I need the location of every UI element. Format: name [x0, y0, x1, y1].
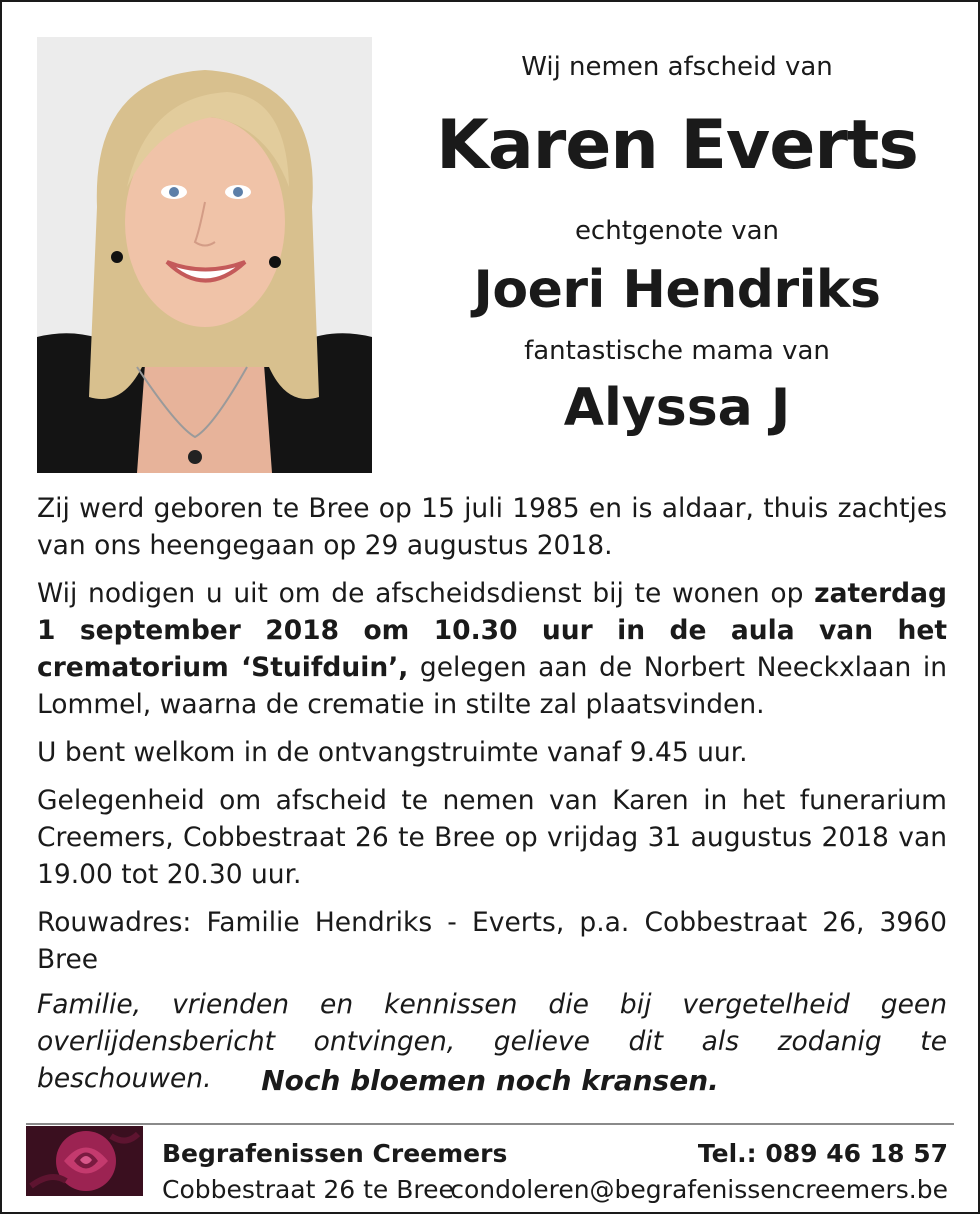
footer-right [450, 1136, 948, 1208]
spouse-name: Joeri Hendriks [473, 260, 881, 320]
rose-logo-image [26, 1126, 143, 1196]
child-name: Alyssa J [563, 378, 791, 438]
mourning-address: Rouwadres: Familie Hendriks - Everts, p.a. Cobbestraat 26, 3960 Bree [37, 907, 947, 975]
phone-number: Tel.: 089 46 18 57 [697, 1139, 948, 1168]
footer-divider [26, 1123, 954, 1125]
spouse-intro: echtgenote van [574, 216, 780, 246]
service-text-end: gelegen aan de Norbert Neeckxlaan in Lommel, waarna de crematie in stilte zal plaatsvinden. [37, 652, 947, 720]
visitation-paragraph: Gelegenheid om afscheid te nemen van Karen in het funerarium Creemers, Cobbestraat 26 te Bree op vrijdag 31 augustus 2018 van 19.00 tot 20.30 uur. [37, 785, 947, 890]
notice-header [402, 42, 952, 438]
intro-text: Wij nemen afscheid van [521, 52, 833, 82]
service-date-location: zaterdag 1 september 2018 om 10.30 uur in de aula van het crematorium ‘Stuifduin’, [37, 578, 947, 683]
company-name: Begrafenissen Creemers [162, 1139, 508, 1168]
reception-paragraph: U bent welkom in de ontvangstruimte vanaf 9.45 uur. [37, 737, 748, 768]
company-address: Cobbestraat 26 te Bree [162, 1175, 454, 1204]
deceased-name: Karen Everts [436, 106, 918, 185]
service-paragraph [37, 575, 947, 723]
notice-body [37, 490, 947, 1108]
funeral-home-footer [26, 1126, 954, 1204]
notice-disclaimer: Familie, vrienden en kennissen die bij vergetelheid geen overlijdensbericht ontvingen, gelieve dit als zodanig te beschouwen. [37, 989, 947, 1094]
child-intro: fantastische mama van [524, 336, 830, 366]
portrait-photo [37, 37, 372, 473]
service-text-start: Wij nodigen u uit om de afscheidsdienst bij te wonen op [37, 578, 815, 609]
birth-death-paragraph: Zij werd geboren te Bree op 15 juli 1985 en is aldaar, thuis zachtjes van ons heengegaan op 29 augustus 2018. [37, 493, 947, 561]
closing-line: Noch bloemen noch kransen. [261, 1064, 719, 1097]
email-address: condoleren@begrafenissencreemers.be [450, 1175, 948, 1204]
